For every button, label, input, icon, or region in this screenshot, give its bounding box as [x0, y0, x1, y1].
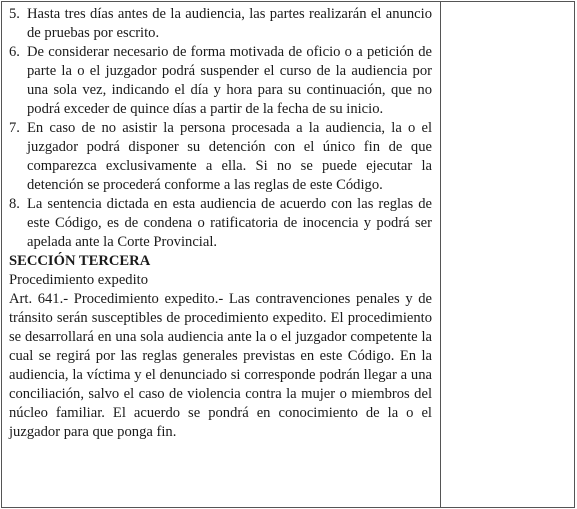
- list-item-text: La sentencia dictada en esta audiencia de acuerdo con las reglas de este Código, es de condena o ratificatoria de inocencia y podrá ser apelada ante la Corte Provincial.: [27, 196, 432, 250]
- list-item-7: [9, 119, 432, 195]
- list-item-number: 8.: [9, 196, 20, 212]
- list-item-number: 5.: [9, 6, 20, 22]
- list-item-text: Hasta tres días antes de la audiencia, las partes realizarán el anuncio de pruebas por escrito.: [27, 6, 432, 41]
- list-item-number: 6.: [9, 44, 20, 60]
- list-item-number: 7.: [9, 120, 20, 136]
- document-table: [1, 1, 575, 508]
- section-heading: SECCIÓN TERCERA: [9, 253, 151, 269]
- list-item-6: [9, 43, 432, 119]
- article-paragraph: Art. 641.- Procedimiento expedito.- Las contravenciones penales y de tránsito serán susceptibles de procedimiento expedito. El procedimiento se desarrollará en una sola audiencia ante la o el juzgador competente la cual se regirá por las reglas generales previstas en este Código. En la audiencia, la víctima y el denunciado si corresponde podrán llegar a una conciliación, salvo el caso de violencia contra la mujer o miembros del núcleo familiar. El acuerdo se pondrá en conocimiento de la o el juzgador para que ponga fin.: [9, 291, 432, 440]
- text-column: [2, 2, 441, 507]
- list-item-text: En caso de no asistir la persona procesada a la audiencia, la o el juzgador podrá disponer su detención con el único fin de que comparezca exclusivamente a ella. Si no se puede ejecutar la detención se procederá conforme a las reglas de este Código.: [27, 120, 432, 193]
- list-item-5: [9, 5, 432, 43]
- list-item-8: [9, 195, 432, 252]
- empty-column: [441, 2, 574, 507]
- section-subheading: Procedimiento expedito: [9, 272, 149, 288]
- list-item-text: De considerar necesario de forma motivada de oficio o a petición de parte la o el juzgador podrá suspender el curso de la audiencia por una sola vez, indicando el día y hora para su continuación, que no podrá exceder de quince días a partir de la fecha de su inicio.: [27, 44, 432, 117]
